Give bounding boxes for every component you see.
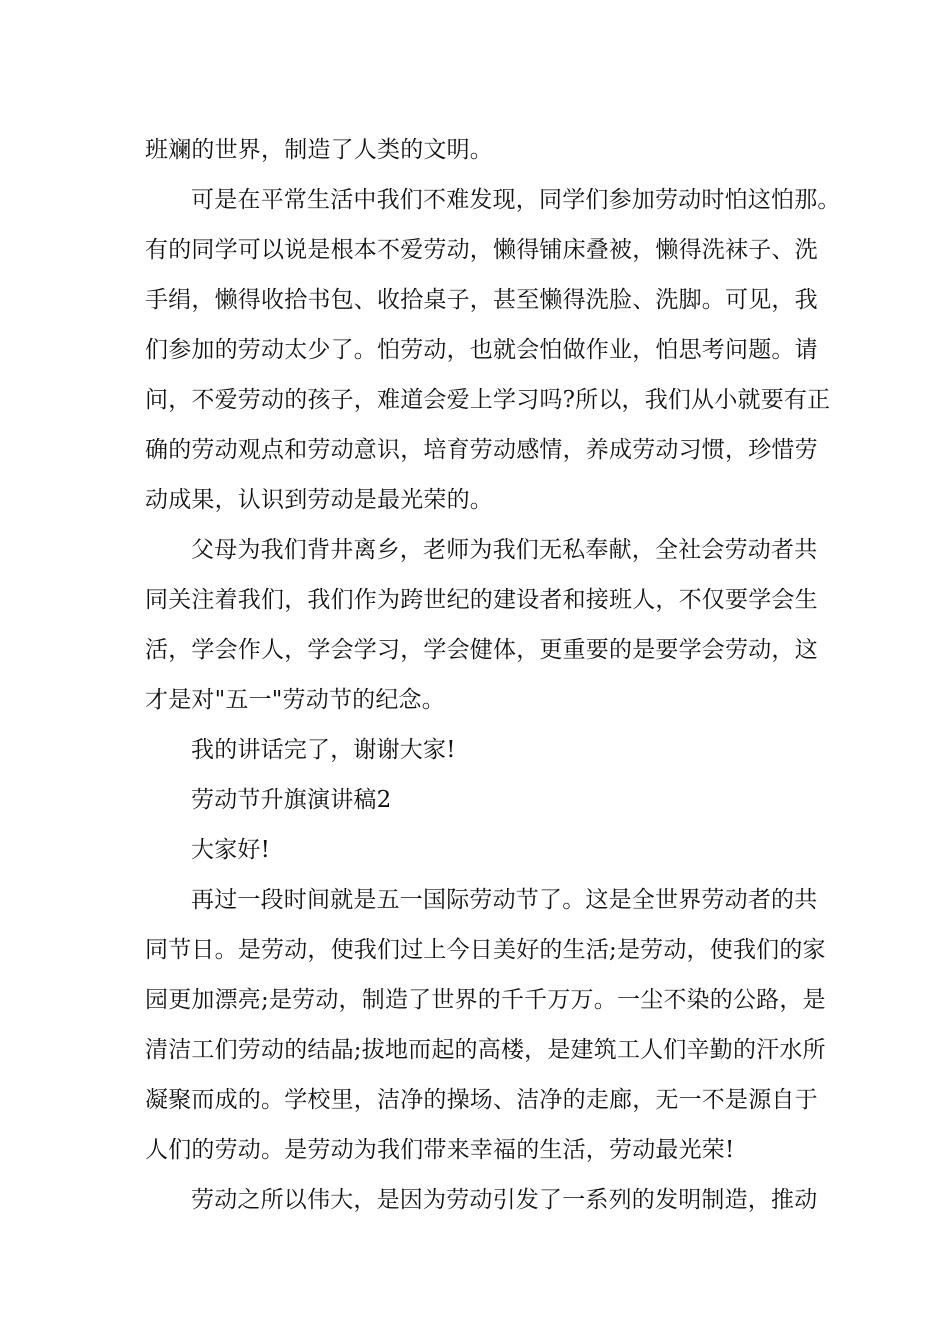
- paragraph: [145, 175, 841, 525]
- text-line: 园更加漂亮;是劳动，制造了世界的千千万万。一尘不染的公路，是: [145, 987, 826, 1013]
- text-line: 才是对"五一"劳动节的纪念。: [145, 687, 445, 713]
- text-line: 活，学会作人，学会学习，学会健体，更重要的是要学会劳动，这: [145, 637, 818, 663]
- text-line: 大家好!: [191, 837, 271, 863]
- document-body: [145, 125, 841, 1225]
- text-line: 们参加的劳动太少了。怕劳动，也就会怕做作业，怕思考问题。请: [145, 337, 818, 363]
- text-line: 父母为我们背井离乡，老师为我们无私奉献，全社会劳动者共: [191, 537, 818, 563]
- text-line: 可是在平常生活中我们不难发现，同学们参加劳动时怕这怕那。: [191, 187, 841, 213]
- paragraph: [145, 1175, 835, 1225]
- text-line: 凝聚而成的。学校里，洁净的操场、洁净的走廊，无一不是源自于: [145, 1087, 818, 1113]
- text-line: 我的讲话完了，谢谢大家!: [191, 737, 456, 763]
- text-line: 有的同学可以说是根本不爱劳动，懒得铺床叠被，懒得洗袜子、洗: [145, 237, 818, 263]
- text-line: 动成果，认识到劳动是最光荣的。: [145, 487, 493, 513]
- text-line: 清洁工们劳动的结晶;拔地而起的高楼，是建筑工人们辛勤的汗水所: [145, 1037, 826, 1063]
- paragraph: [145, 525, 835, 725]
- text-line: 班斓的世界，制造了人类的文明。: [145, 137, 493, 163]
- section-heading: [145, 775, 835, 825]
- text-line: 再过一段时间就是五一国际劳动节了。这是全世界劳动者的共: [191, 887, 818, 913]
- paragraph: [145, 725, 835, 775]
- text-line: 劳动之所以伟大，是因为劳动引发了一系列的发明制造，推动: [191, 1187, 818, 1213]
- text-line: 劳动节升旗演讲稿2: [191, 787, 392, 813]
- text-line: 手绢，懒得收拾书包、收拾桌子，甚至懒得洗脸、洗脚。可见，我: [145, 287, 818, 313]
- text-line: 确的劳动观点和劳动意识，培育劳动感情，养成劳动习惯，珍惜劳: [145, 437, 818, 463]
- paragraph: [145, 125, 835, 175]
- text-line: 问，不爱劳动的孩子，难道会爱上学习吗?所以，我们从小就要有正: [145, 387, 831, 413]
- paragraph: [145, 875, 835, 1175]
- text-line: 人们的劳动。是劳动为我们带来幸福的生活，劳动最光荣!: [145, 1137, 735, 1163]
- text-line: 同节日。是劳动，使我们过上今日美好的生活;是劳动，使我们的家: [145, 937, 826, 963]
- greeting: [145, 825, 835, 875]
- text-line: 同关注着我们，我们作为跨世纪的建设者和接班人，不仅要学会生: [145, 587, 818, 613]
